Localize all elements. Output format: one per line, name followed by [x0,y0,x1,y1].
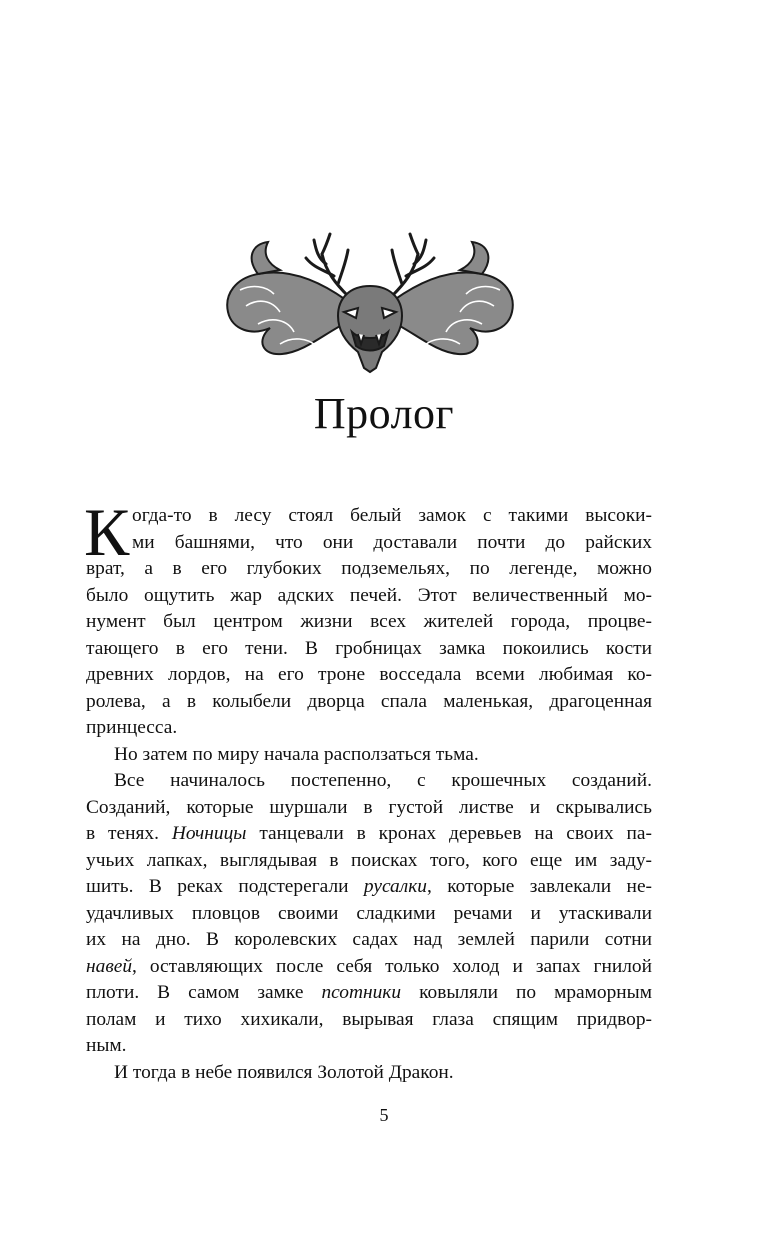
text-line [86,1033,652,1060]
text-line [86,530,652,557]
text-segment: было ощутить жар адских печей. Этот величественный мо- [86,584,652,606]
text-line [86,821,652,848]
text-line [86,1007,652,1034]
text-line [86,662,652,689]
text-segment: огда-то в лесу стоял белый замок с такими высоки- [132,505,652,526]
drop-cap: К [84,494,130,570]
text-segment: их на дно. В королевских садах над землей парили сотни [86,929,652,950]
text-line [86,848,652,875]
text-segment: шить. В реках подстерегали [86,876,364,897]
text-segment: в тенях. [86,823,172,844]
text-line [86,556,652,583]
text-lines [86,503,652,1086]
chapter-title: Пролог [313,389,455,438]
page-number: 5 [379,1105,389,1125]
text-line [86,795,652,822]
text-segment: , оставляющих после себя только холод и запах гнилой [132,955,652,977]
text-line [86,980,652,1007]
italic-term: русалки [363,876,427,897]
text-segment: ми башнями, что они доставали почти до райских [132,531,652,553]
italic-term: Ночницы [171,823,247,844]
text-segment: плоти. В самом замке [86,982,322,1003]
text-segment: Но затем по миру начала расползаться тьма. [114,743,479,765]
text-segment: полам и тихо хихикали, вырывая глаза спящим придвор- [86,1008,652,1030]
text-segment: , которые завлекали не- [426,876,653,897]
text-line [86,503,652,530]
text-line [86,742,652,769]
text-line [86,768,652,795]
text-line [86,901,652,928]
text-line [86,689,652,716]
text-segment: удачливых пловцов своими сладкими речами и утаскивали [86,902,652,924]
text-segment: ным. [86,1035,127,1056]
text-line [86,715,652,742]
text-segment: ролева, а в колыбели дворца спала маленькая, драгоценная [86,690,652,712]
text-segment: древних лордов, на его троне восседала всеми любимая ко- [86,664,652,685]
text-segment: тающего в его тени. В гробницах замка покоились кости [86,637,652,659]
text-segment: Созданий, которые шуршали в густой листве и скрывались [86,796,652,818]
text-line [86,874,652,901]
text-line [86,954,652,981]
text-segment: учьих лапках, выглядывая в поисках того, кого еще им заду- [86,849,652,871]
text-line [86,927,652,954]
text-segment: танцевали в кронах деревьев на своих па- [246,823,652,844]
prologue-text [84,494,653,1086]
text-line [86,636,652,663]
text-segment: Все начиналось постепенно, с крошечных созданий. [114,770,652,791]
text-segment: принцесса. [86,717,178,738]
text-line [86,1060,652,1087]
text-segment: И тогда в небе появился Золотой Дракон. [114,1061,454,1083]
italic-term: псотники [321,982,402,1003]
text-line [86,609,652,636]
text-segment: ковыляли по мраморным [401,982,652,1003]
text-segment: нумент был центром жизни всех жителей города, процве- [86,611,652,632]
text-line [86,583,652,610]
text-segment: врат, а в его глубоких подземельях, по легенде, можно [86,558,652,579]
italic-term: навей [86,955,133,977]
demon-head-with-antlers-ornament-icon [218,228,522,374]
